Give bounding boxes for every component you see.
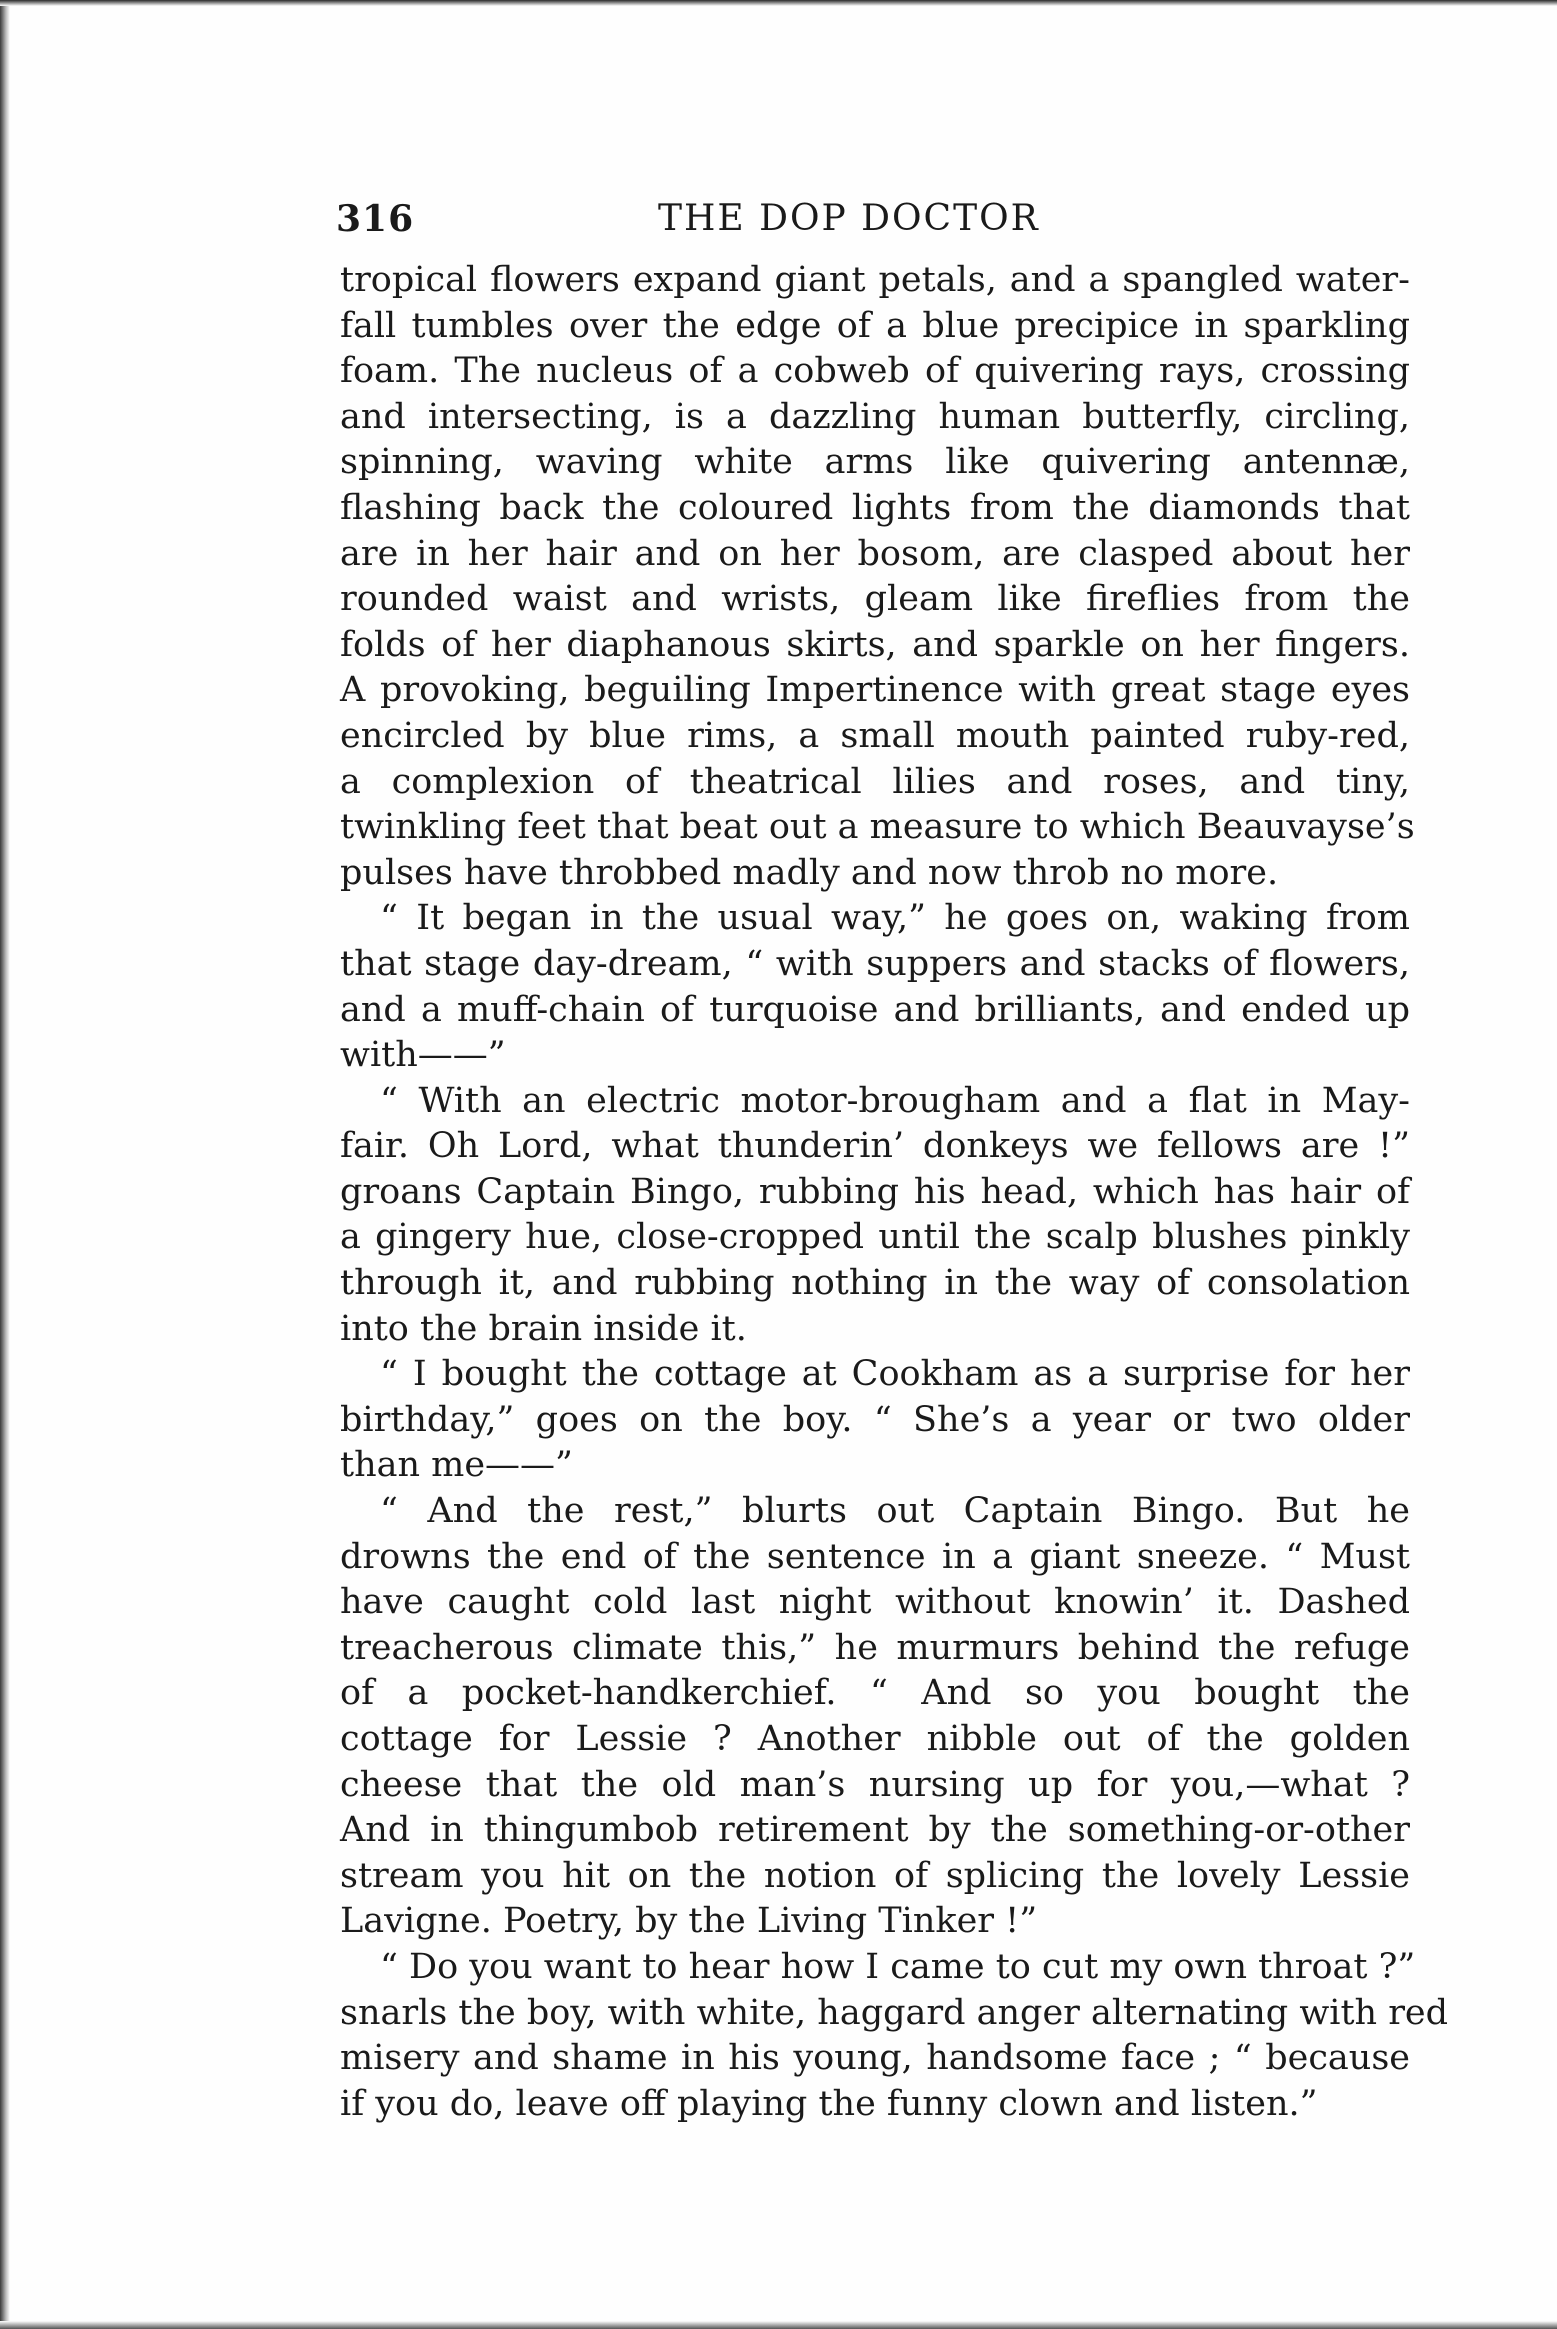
page-header [336, 198, 1408, 250]
text-line: “ It began in the usual way,” he goes on, waking from [380, 898, 1410, 939]
page-top-edge-shadow [0, 0, 1557, 6]
body-text [340, 258, 1449, 2127]
text-line: stream you hit on the notion of splicing the lovely Lessie [340, 1855, 1410, 1896]
page-left-edge-shadow [0, 0, 10, 2329]
text-line: and intersecting, is a dazzling human butterfly, circling, [340, 396, 1410, 437]
text-line: And in thingumbob retirement by the something-or-other [340, 1810, 1410, 1851]
text-line: “ And the rest,” blurts out Captain Bingo. But he [380, 1491, 1410, 1532]
text-line: snarls the boy, with white, haggard anger alternating with red [340, 1992, 1449, 2033]
text-line: treacherous climate this,” he murmurs behind the refuge [340, 1627, 1410, 1668]
text-line: pulses have throbbed madly and now throb no more. [340, 852, 1279, 893]
text-line: “ I bought the cottage at Cookham as a surprise for her [380, 1354, 1410, 1395]
text-line: “ With an electric motor-brougham and a flat in May- [380, 1080, 1410, 1121]
text-line: birthday,” goes on the boy. “ She’s a year or two older [340, 1399, 1410, 1440]
text-line: a complexion of theatrical lilies and roses, and tiny, [340, 761, 1410, 802]
text-line: of a pocket-handkerchief. “ And so you bought the [340, 1673, 1410, 1714]
text-line: fair. Oh Lord, what thunderin’ donkeys we fellows are !” [340, 1126, 1410, 1167]
text-line: are in her hair and on her bosom, are clasped about her [340, 533, 1410, 574]
text-line: if you do, leave off playing the funny clown and listen.” [340, 2083, 1318, 2124]
text-line: cottage for Lessie ? Another nibble out of the golden [340, 1719, 1410, 1759]
text-line: into the brain inside it. [340, 1308, 747, 1349]
page-number: 316 [336, 198, 415, 240]
text-line: misery and shame in his young, handsome face ; “ because [340, 2038, 1410, 2079]
text-line: “ Do you want to hear how I came to cut my own throat ?” [380, 1946, 1416, 1987]
text-line: through it, and rubbing nothing in the way of consolation [340, 1263, 1410, 1304]
text-line: spinning, waving white arms like quivering antennæ, [340, 442, 1410, 483]
text-line: drowns the end of the sentence in a giant sneeze. “ Must [340, 1536, 1410, 1577]
text-line: tropical flowers expand giant petals, and a spangled water- [340, 260, 1410, 300]
text-line: that stage day-dream, “ with suppers and stacks of flowers, [340, 943, 1410, 984]
text-line: a gingery hue, close-cropped until the scalp blushes pinkly [340, 1217, 1410, 1258]
text-line: twinkling feet that beat out a measure to which Beauvayse’s [340, 807, 1415, 848]
text-line: than me——” [340, 1445, 573, 1486]
text-line: rounded waist and wrists, gleam like fireflies from the [340, 579, 1410, 620]
running-title: THE DOP DOCTOR [658, 198, 1040, 239]
text-line: encircled by blue rims, a small mouth painted ruby-red, [340, 715, 1410, 756]
text-line: cheese that the old man’s nursing up for you,—what ? [340, 1764, 1410, 1805]
page-bottom-edge-shadow [0, 2321, 1557, 2329]
text-line: Lavigne. Poetry, by the Living Tinker !” [340, 1901, 1038, 1942]
text-line: foam. The nucleus of a cobweb of quivering rays, crossing [340, 351, 1410, 392]
text-line: flashing back the coloured lights from the diamonds that [340, 487, 1410, 528]
text-line: and a muff-chain of turquoise and brilliants, and ended up [340, 989, 1410, 1030]
text-line: A provoking, beguiling Impertinence with great stage eyes [340, 670, 1410, 711]
text-line: folds of her diaphanous skirts, and sparkle on her fingers. [340, 624, 1410, 665]
text-line: groans Captain Bingo, rubbing his head, which has hair of [340, 1171, 1410, 1212]
text-line: fall tumbles over the edge of a blue precipice in sparkling [340, 305, 1410, 346]
text-line: have caught cold last night without knowin’ it. Dashed [340, 1582, 1410, 1623]
text-line: with——” [340, 1035, 506, 1076]
